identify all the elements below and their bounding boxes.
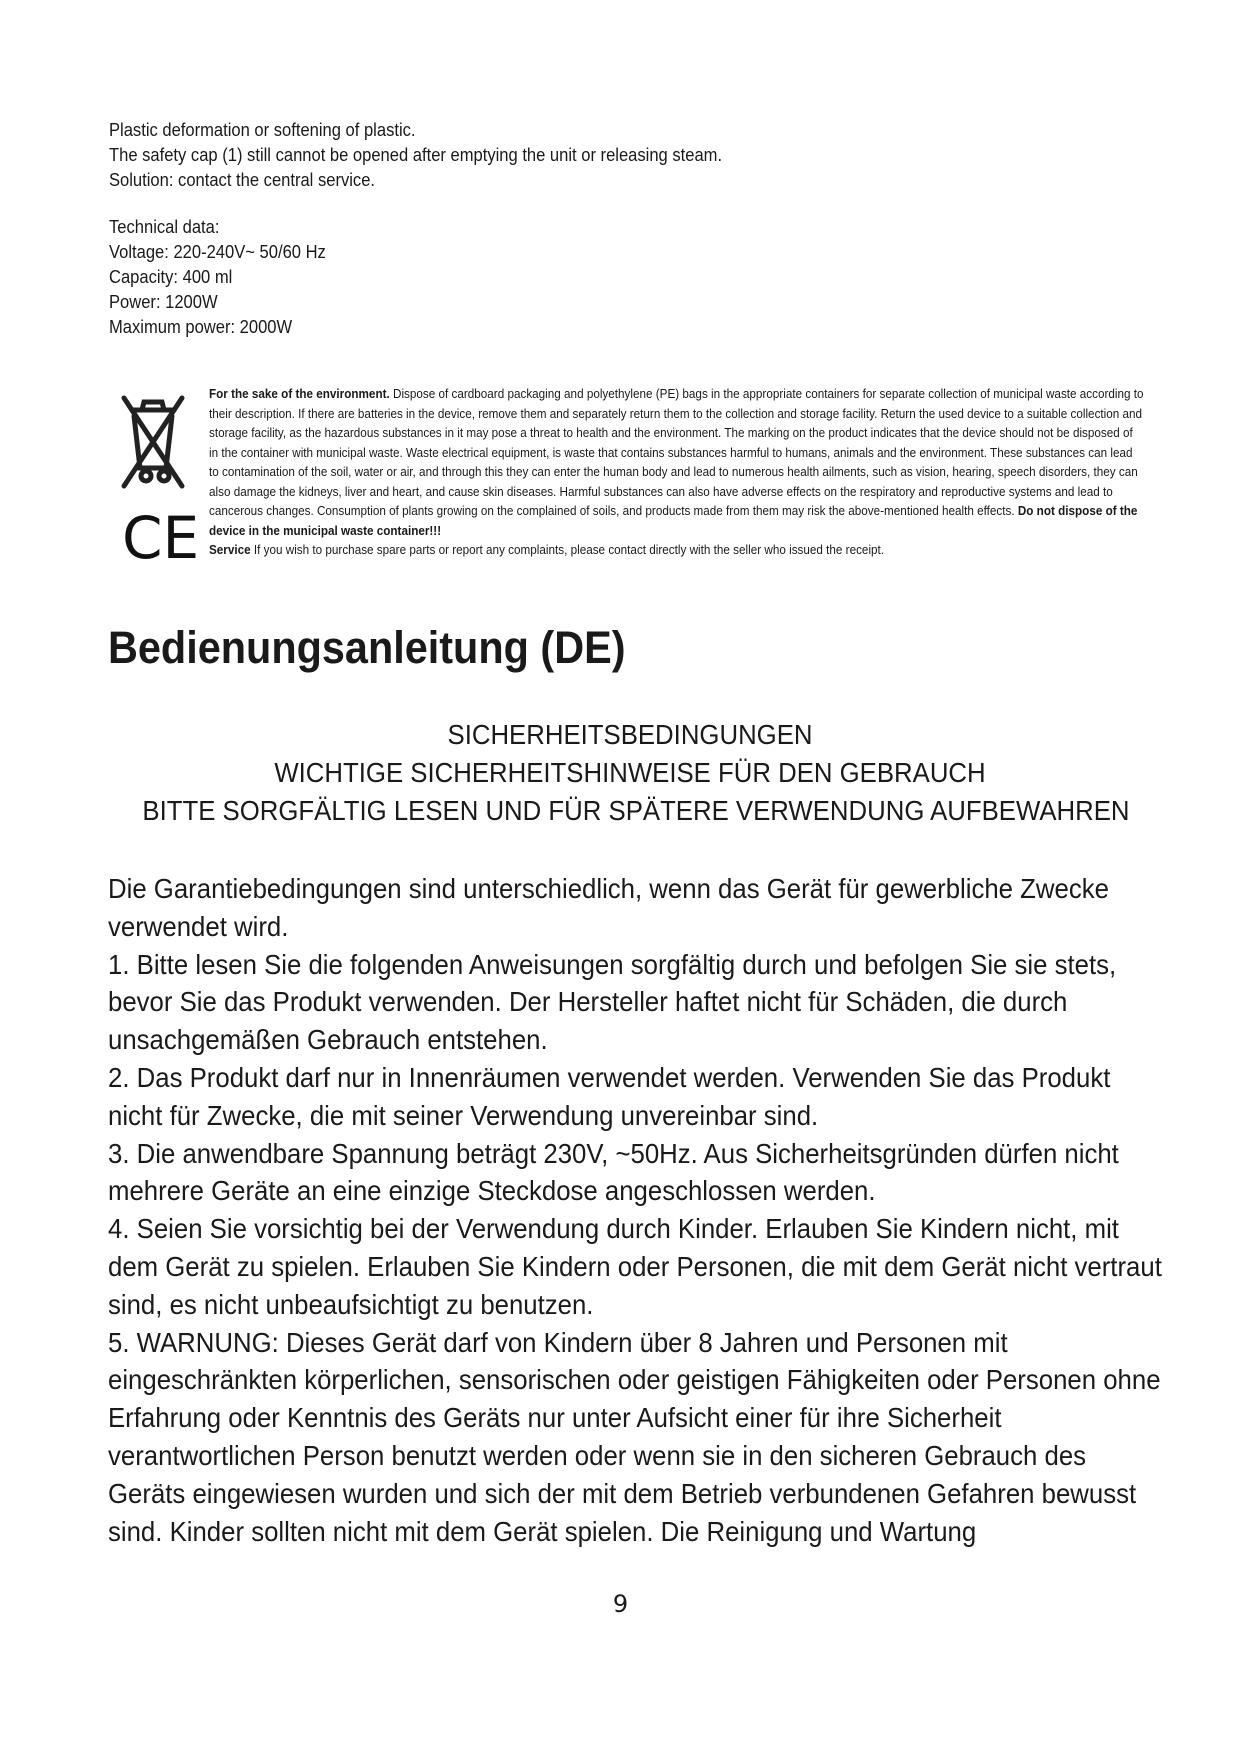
environment-label: For the sake of the environment.	[209, 386, 390, 401]
service-label: Service	[209, 542, 251, 557]
ce-mark-icon	[122, 508, 200, 566]
instruction-paragraph: 5. WARNUNG: Dieses Gerät darf von Kindern über 8 Jahren und Personen mit eingeschränkten körperlichen, sensorischen oder geistigen Fähigkeiten oder Personen ohne Erfahrung oder Kenntnis des Geräts nur unter Aufsicht einer für ihre Sicherheit verantwortlichen Person benutzt werden oder wenn sie in den sicheren Gebrauch des Geräts eingewiesen wurden und sich der mit dem Betrieb verbundenen Gefahren bewusst sind. Kinder sollten nicht mit dem Gerät spielen. Die Reinigung und Wartung	[108, 1326, 1161, 1547]
instruction-paragraph: 3. Die anwendbare Spannung beträgt 230V, ~50Hz. Aus Sicherheitsgründen dürfen nicht mehrere Geräte an eine einzige Steckdose angeschlossen werden.	[108, 1137, 1119, 1207]
environment-body: Dispose of cardboard packaging and polyethylene (PE) bags in the appropriate containers for separate collection of municipal waste according to their description. If there are batteries in the device, remove them and separately return them to the collection and storage facility. Return the used device to a suitable collection and storage facility, as the hazardous substances in it may pose a threat to health and the environment. The marking on the product indicates that the device should not be disposed of in the container with municipal waste. Waste electrical equipment, is waste that contains substances harmful to humans, animals and the environment. These substances can lead to contamination of the soil, water or air, and through this they can enter the human body and lead to numerous health ailments, such as vision, hearing, speech disorders, they can also damage the kidneys, liver and heart, and cause skin diseases. Harmful substances can also have adverse effects on the respiratory and reproductive systems and lead to cancerous changes. Consumption of plants growing on the complained of soils, and products made from them may risk the above-mentioned health effects.	[209, 386, 1144, 518]
text-line: Plastic deformation or softening of plastic.	[109, 120, 416, 140]
service-paragraph	[209, 540, 1145, 560]
page-number: 9	[612, 1590, 629, 1618]
text-line: The safety cap (1) still cannot be opened after emptying the unit or releasing steam.	[109, 145, 723, 165]
tech-capacity: Capacity: 400 ml	[109, 267, 233, 287]
crossed-out-bin-icon	[118, 392, 188, 492]
service-body: If you wish to purchase spare parts or report any complaints, please contact directly with the seller who issued the receipt.	[250, 542, 885, 557]
tech-voltage: Voltage: 220-240V~ 50/60 Hz	[109, 242, 326, 262]
safety-instructions	[108, 870, 1168, 1550]
environment-paragraph	[209, 384, 1145, 540]
instruction-paragraph: Die Garantiebedingungen sind unterschiedlich, wenn das Gerät für gewerbliche Zwecke verwendet wird.	[108, 873, 1109, 942]
technical-data-heading: Technical data:	[109, 217, 220, 237]
environment-warning: Do not dispose of the device in the municipal waste container!!!	[209, 503, 1138, 538]
ce-mark-text: CE	[122, 508, 200, 566]
safety-headings	[100, 716, 1160, 830]
tech-max-power: Maximum power: 2000W	[109, 317, 293, 337]
tech-power: Power: 1200W	[109, 292, 218, 312]
safety-heading: BITTE SORGFÄLTIG LESEN UND FÜR SPÄTERE VERWENDUNG AUFBEWAHREN	[142, 795, 1130, 826]
troubleshooting-and-tech-data	[109, 118, 1149, 340]
instruction-paragraph: 1. Bitte lesen Sie die folgenden Anweisungen sorgfältig durch und befolgen Sie sie stets, bevor Sie das Produkt verwenden. Der Hersteller haftet nicht für Schäden, die durch unsachgemäßen Gebrauch entstehen.	[108, 948, 1117, 1056]
safety-heading: SICHERHEITSBEDINGUNGEN	[447, 719, 813, 750]
instruction-paragraph: 2. Das Produkt darf nur in Innenräumen verwendet werden. Verwenden Sie das Produkt nicht für Zwecke, die mit seiner Verwendung unvereinbar sind.	[108, 1061, 1111, 1131]
text-line: Solution: contact the central service.	[109, 170, 376, 190]
page-title: Bedienungsanleitung (DE)	[108, 622, 626, 673]
safety-heading: WICHTIGE SICHERHEITSHINWEISE FÜR DEN GEBRAUCH	[274, 757, 986, 788]
environment-text	[209, 384, 1145, 560]
instruction-paragraph: 4. Seien Sie vorsichtig bei der Verwendung durch Kinder. Erlauben Sie Kindern nicht, mit dem Gerät zu spielen. Erlauben Sie Kindern oder Personen, die mit dem Gerät nicht vertraut sind, es nicht unbeaufsichtigt zu benutzen.	[108, 1213, 1162, 1320]
environment-notice	[110, 384, 1160, 584]
